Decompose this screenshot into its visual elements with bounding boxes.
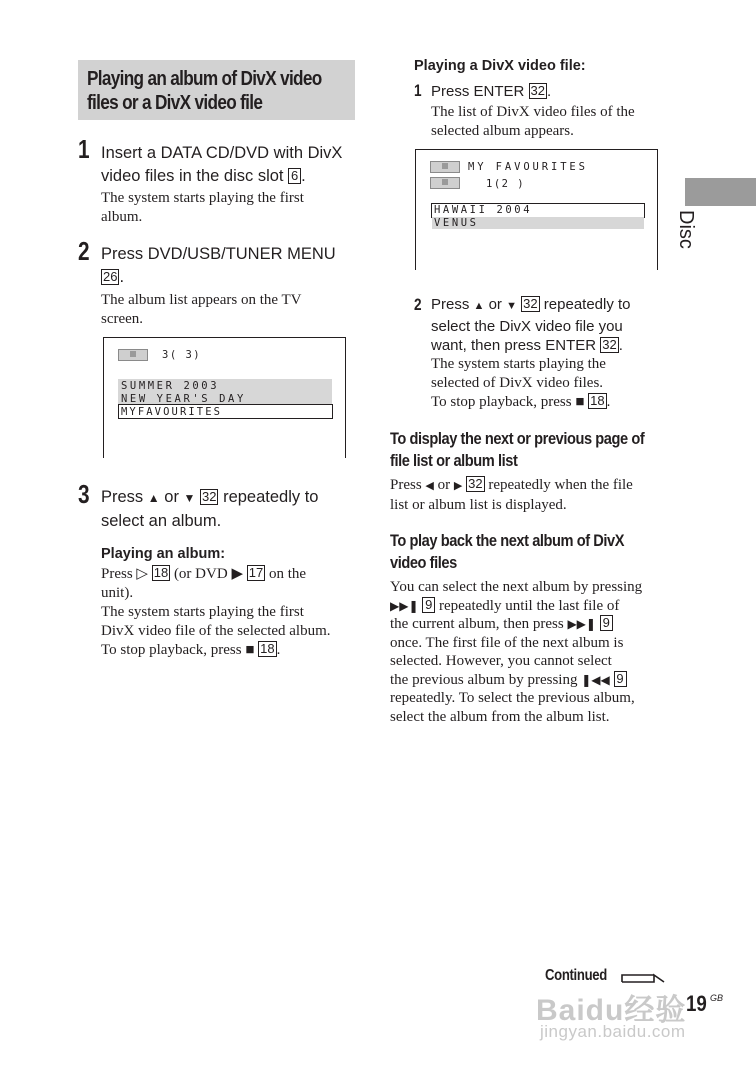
divx-step-2-description: The system starts playing the selected of DivX video files. To stop playback, press ■ 18 . bbox=[431, 356, 611, 410]
stop-icon: ■ bbox=[245, 642, 255, 658]
key-18-icon: 18 bbox=[590, 393, 605, 408]
key-32-icon: 32 bbox=[523, 296, 538, 311]
continued-arrow-icon bbox=[620, 964, 666, 986]
section-tab bbox=[685, 178, 756, 206]
down-arrow-icon: ▼ bbox=[183, 491, 196, 505]
next-album-text: You can select the next album by pressing ▶▶❚ 9 repeatedly until the last file of the current album, then press ▶▶❚ 9 once. The first file of the next album is selected. However, you cannot select the previous album by pressing ❚◀◀ 9 repeatedly. To select the previous album, select the album from the album list. bbox=[390, 579, 643, 725]
key-6-icon: 6 bbox=[288, 168, 301, 184]
file-item: HAWAII 2004 bbox=[434, 204, 533, 216]
play-outline-icon: ▷ bbox=[136, 566, 148, 582]
section-tab-label: Disc bbox=[675, 210, 697, 249]
down-arrow-icon: ▼ bbox=[506, 300, 517, 312]
up-arrow-icon: ▲ bbox=[473, 300, 485, 312]
page-number: 19 bbox=[686, 991, 707, 1016]
stop-icon: ■ bbox=[575, 394, 585, 410]
file-list-screen bbox=[415, 149, 658, 270]
play-icon: ▶ bbox=[231, 566, 243, 582]
key-26-icon: 26 bbox=[103, 269, 118, 284]
key-32-icon: 32 bbox=[468, 476, 483, 491]
section-heading-box bbox=[78, 60, 355, 120]
album-item: NEW YEAR'S DAY bbox=[121, 392, 246, 405]
key-17-icon: 17 bbox=[248, 565, 264, 580]
key-18-icon: 18 bbox=[153, 565, 169, 580]
section-heading: Playing an album of DivX video files or a DivX video file bbox=[87, 68, 322, 114]
file-count: 1(2 ) bbox=[486, 178, 526, 190]
album-list-screen bbox=[103, 337, 346, 458]
current-album-name: MY FAVOURITES bbox=[468, 161, 588, 173]
step-2-number: 2 bbox=[78, 236, 90, 266]
folder-icon bbox=[430, 161, 460, 173]
key-32-icon: 32 bbox=[202, 489, 217, 504]
file-list bbox=[434, 204, 532, 230]
step-3-number: 3 bbox=[78, 479, 90, 509]
right-arrow-icon: ▶ bbox=[453, 480, 463, 492]
step-3-instruction: Press ▲ or ▼ 32 repeatedly to select an album. bbox=[101, 488, 319, 530]
next-page-heading: To display the next or previous page of file list or album list bbox=[390, 429, 645, 470]
watermark-logo: Baidu经验 bbox=[536, 994, 687, 1027]
key-9-icon: 9 bbox=[614, 671, 627, 687]
album-count: 3( 3) bbox=[162, 349, 202, 361]
album-item: SUMMER 2003 bbox=[121, 380, 220, 392]
next-album-heading: To play back the next album of DivX video files bbox=[390, 531, 625, 572]
key-9-icon: 9 bbox=[600, 615, 613, 631]
playing-divx-title: Playing a DivX video file: bbox=[414, 58, 586, 74]
divx-step-1-description: The list of DivX video files of the selected album appears. bbox=[431, 104, 635, 139]
continued-label: Continued bbox=[545, 967, 607, 984]
step-2-instruction: Press DVD/USB/TUNER MENU 26 . bbox=[101, 245, 336, 286]
divx-step-2-instruction: Press ▲ or ▼ 32 repeatedly to select the DivX video file you want, then press ENTER 32 . bbox=[431, 296, 631, 354]
key-32-icon: 32 bbox=[530, 83, 545, 98]
step-1-description: The system starts playing the first album. bbox=[101, 190, 304, 225]
key-32-icon: 32 bbox=[602, 337, 617, 352]
file-icon bbox=[430, 177, 460, 189]
step-2-description: The album list appears on the TV screen. bbox=[101, 292, 302, 327]
next-track-icon: ▶▶❚ bbox=[390, 598, 419, 613]
next-page-text: Press ◀ or ▶ 32 repeatedly when the file list or album list is displayed. bbox=[390, 476, 633, 513]
next-track-icon: ▶▶❚ bbox=[567, 617, 596, 631]
playing-album-text: Press ▷ 18 (or DVD ▶ 17 on the unit). The system starts playing the first DivX video file of the selected album. To stop playback, press ■ 18 . bbox=[101, 565, 331, 658]
album-list bbox=[121, 380, 246, 418]
key-18-icon: 18 bbox=[260, 641, 275, 656]
watermark-url: jingyan.baidu.com bbox=[540, 1022, 686, 1041]
folder-icon bbox=[118, 349, 148, 361]
key-9-icon: 9 bbox=[422, 597, 435, 613]
divx-step-1-instruction: Press ENTER 32 . bbox=[431, 83, 552, 100]
divx-step-2-number: 2 bbox=[414, 295, 422, 314]
page-suffix: GB bbox=[710, 993, 724, 1003]
left-arrow-icon: ◀ bbox=[425, 480, 434, 492]
divx-step-1-number: 1 bbox=[414, 81, 422, 100]
step-1-number: 1 bbox=[78, 134, 90, 164]
album-item: MYFAVOURITES bbox=[121, 405, 223, 418]
step-1-instruction: Insert a DATA CD/DVD with DivX video files in the disc slot 6 . bbox=[101, 144, 343, 185]
file-item: VENUS bbox=[434, 217, 479, 229]
previous-track-icon: ❚◀◀ bbox=[581, 672, 610, 687]
up-arrow-icon: ▲ bbox=[147, 491, 160, 505]
playing-album-title: Playing an album: bbox=[101, 546, 226, 562]
